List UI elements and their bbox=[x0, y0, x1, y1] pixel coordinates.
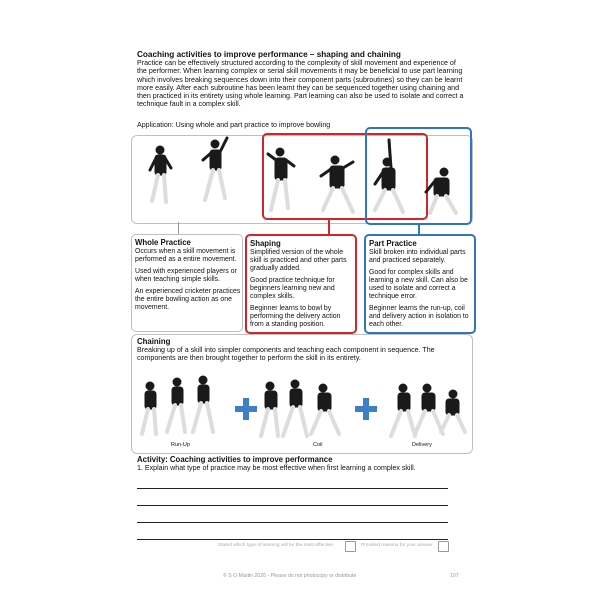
shaping-usage: Good practice technique for beginners learning new and complex skills. bbox=[250, 277, 335, 300]
connector-line bbox=[328, 218, 330, 234]
bowler-figure bbox=[375, 140, 403, 212]
bowler-figure bbox=[268, 148, 294, 210]
bowler-figure bbox=[150, 146, 171, 202]
shaping-example: Beginner learns to bowl by performing the delivery action from a standing position. bbox=[250, 305, 341, 328]
bowler-figure bbox=[321, 156, 353, 212]
criteria-label-2: Provided reasons for your answer bbox=[361, 543, 433, 548]
whole-practice-box bbox=[131, 234, 243, 332]
criteria-checkbox-1[interactable] bbox=[345, 541, 356, 552]
bowler-figure bbox=[142, 382, 156, 434]
caption-run-up: Run-Up bbox=[171, 442, 190, 448]
answer-line[interactable] bbox=[137, 505, 448, 506]
bowler-figures-chaining bbox=[131, 370, 471, 445]
part-practice-definition: Skill broken into individual parts and practiced separately. bbox=[369, 249, 466, 264]
answer-line[interactable] bbox=[137, 488, 448, 489]
criteria-checkbox-2[interactable] bbox=[438, 541, 449, 552]
caption-delivery: Delivery bbox=[412, 442, 432, 448]
bowler-figure bbox=[311, 384, 339, 434]
shaping-definition: Simplified version of the whole skill is practiced and other parts gradually added. bbox=[250, 249, 347, 272]
part-practice-example: Beginner learns the run-up, coil and delivery action in isolation to each other. bbox=[369, 305, 469, 328]
connector-line bbox=[178, 222, 179, 234]
part-practice-title: Part Practice bbox=[369, 239, 417, 248]
application-label: Application: Using whole and part practice to improve bowling bbox=[137, 121, 331, 129]
whole-practice-definition: Occurs when a skill movement is performed as a entire movement. bbox=[135, 248, 237, 263]
answer-line[interactable] bbox=[137, 539, 448, 540]
shaping-box bbox=[245, 234, 357, 334]
plus-icon bbox=[355, 398, 377, 420]
chaining-title: Chaining bbox=[137, 337, 171, 346]
copyright-notice: © S O Martin 2026 - Please do not photocopy or distribute bbox=[223, 573, 357, 579]
activity-question: 1. Explain what type of practice may be most effective when first learning a complex skill. bbox=[137, 464, 416, 472]
shaping-title: Shaping bbox=[250, 239, 281, 248]
bowler-figure bbox=[167, 378, 185, 432]
page-number: 107 bbox=[450, 573, 459, 579]
criteria-label-1: Stated which type of learning will be the most effective bbox=[218, 543, 334, 548]
bowler-figure bbox=[203, 138, 227, 200]
part-practice-box bbox=[364, 234, 476, 334]
intro-paragraph: Practice can be effectively structured according to the complexity of skill movement and experience of the performer. When learning complex or serial skill movements it may be beneficial to use part learning which involves breaking sequences down into their component parts (subroutines) so they can be learnt more easily. After each subroutine has been learnt they can be sequenced together using chaining and then practiced in its entirety using whole learning. Part learning can also be used to isolate and correct a technique fault in a complex skill. bbox=[137, 59, 464, 109]
part-practice-usage: Good for complex skills and learning a new skill. Can also be used to isolate and correct a technique error. bbox=[369, 269, 468, 300]
bowler-figure bbox=[261, 382, 278, 436]
bowler-figure bbox=[193, 376, 213, 432]
whole-practice-example: An experienced cricketer practices the entire bowling action as one movement. bbox=[135, 288, 241, 311]
bowler-figure bbox=[415, 384, 443, 434]
bowler-figure bbox=[391, 384, 415, 436]
section-heading: Coaching activities to improve performance – shaping and chaining bbox=[137, 50, 401, 59]
plus-icon bbox=[235, 398, 257, 420]
whole-practice-usage: Used with experienced players or when teaching simple skills. bbox=[135, 268, 237, 283]
activity-title: Activity: Coaching activities to improve performance bbox=[137, 455, 333, 464]
answer-line[interactable] bbox=[137, 522, 448, 523]
connector-line bbox=[418, 223, 420, 234]
caption-coil: Coil bbox=[313, 442, 323, 448]
bowler-figure bbox=[441, 390, 465, 432]
bowler-figure bbox=[283, 380, 307, 436]
bowler-figures-top bbox=[131, 128, 471, 223]
whole-practice-title: Whole Practice bbox=[135, 238, 191, 247]
chaining-description: Breaking up of a skill into simpler components and teaching each component in sequence. The components are then brought together to perform the skill in its entirety. bbox=[137, 346, 435, 363]
bowler-figure bbox=[426, 168, 456, 213]
